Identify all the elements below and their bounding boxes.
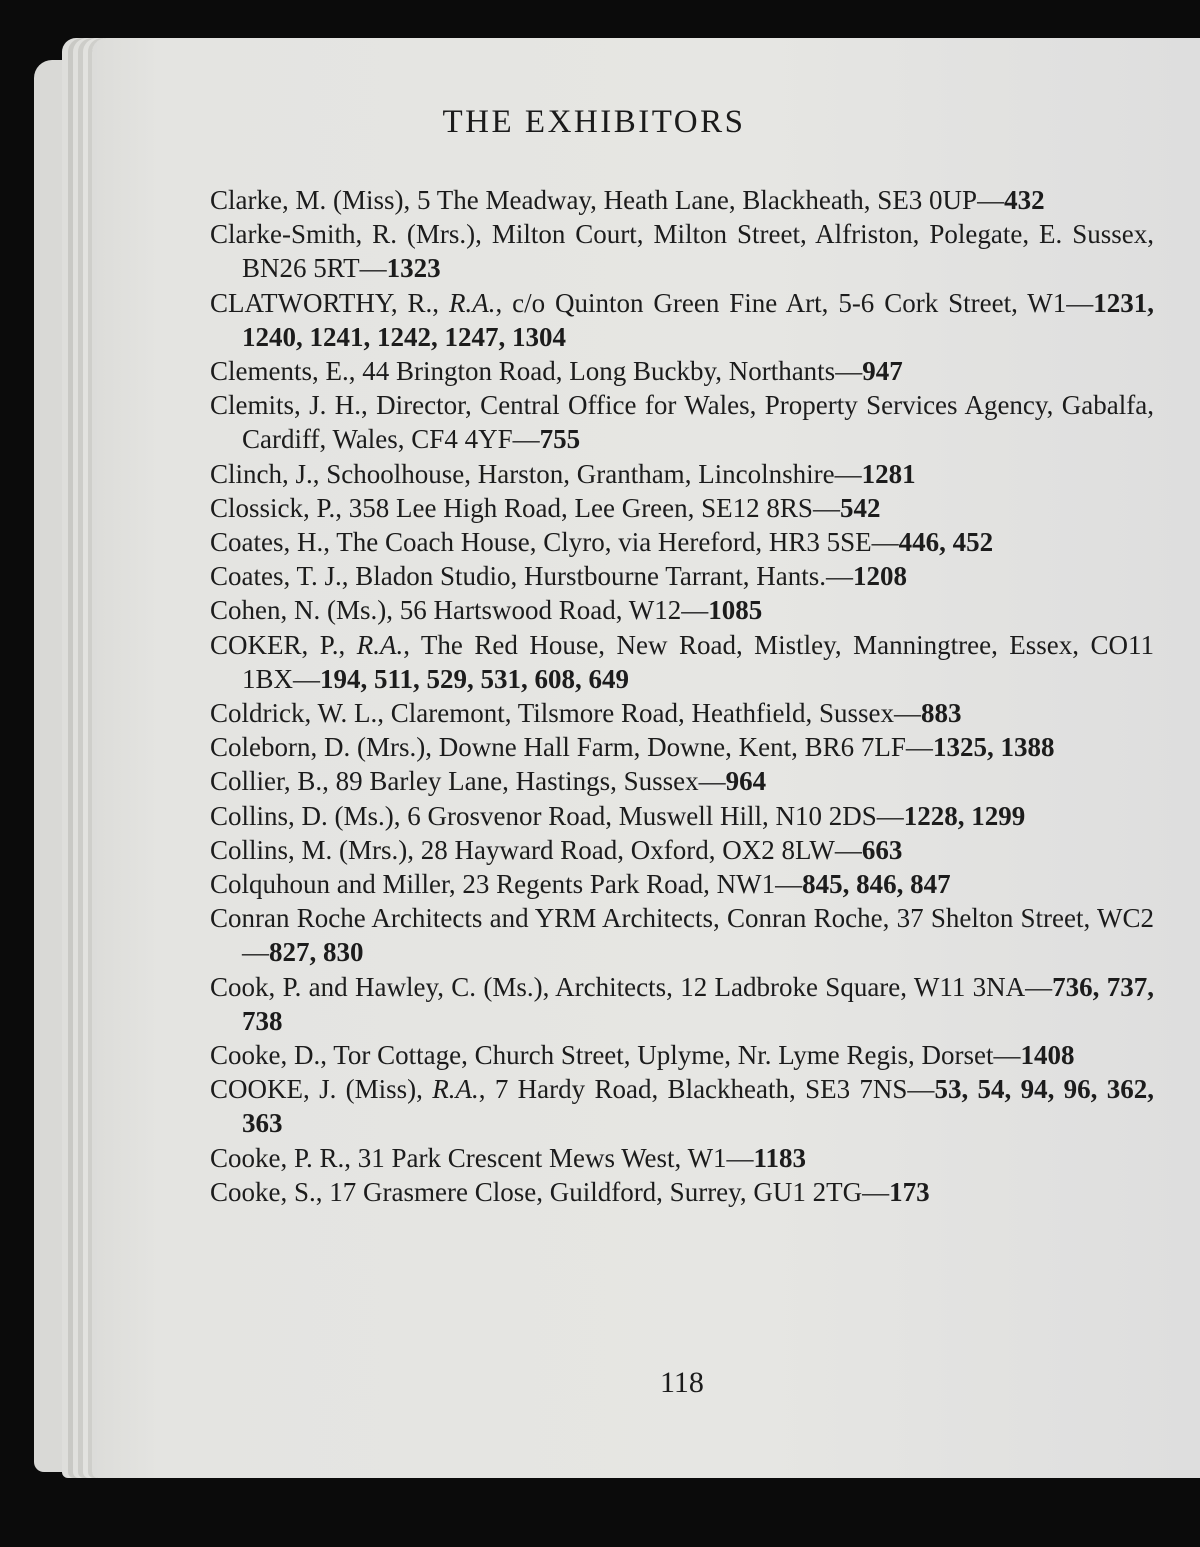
entry-catalogue-numbers: 1085 bbox=[708, 595, 763, 626]
entry-address: Coldrick, W. L., Claremont, Tilsmore Road, Heathfield, Sussex— bbox=[210, 698, 921, 729]
entry-catalogue-numbers: 1323 bbox=[386, 253, 441, 284]
entry-address: , 7 Hardy Road, Blackheath, SE3 7NS— bbox=[478, 1074, 935, 1105]
page-title: THE EXHIBITORS bbox=[442, 104, 746, 140]
exhibitor-entry bbox=[210, 764, 1154, 798]
entry-address: Clossick, P., 358 Lee High Road, Lee Green, SE12 8RS— bbox=[210, 492, 840, 523]
entry-catalogue-numbers: 827, 830 bbox=[269, 937, 364, 968]
entry-catalogue-numbers: 663 bbox=[861, 834, 903, 865]
exhibitor-entry bbox=[210, 867, 1154, 901]
entry-catalogue-numbers: 947 bbox=[862, 356, 903, 387]
exhibitor-entry bbox=[210, 1141, 1154, 1175]
entry-address: Colquhoun and Miller, 23 Regents Park Road, NW1— bbox=[210, 869, 803, 900]
exhibitor-entry bbox=[210, 833, 1154, 867]
entry-address: Cohen, N. (Ms.), 56 Hartswood Road, W12— bbox=[210, 595, 709, 626]
entry-catalogue-numbers: 446, 452 bbox=[898, 527, 994, 558]
entry-address: Clarke-Smith, R. (Mrs.), Milton Court, Milton Street, Alfriston, Polegate, E. Sussex, BN26 5RT— bbox=[210, 219, 1154, 284]
entry-address: , The Red House, New Road, Mistley, Manningtree, Essex, CO11 1BX— bbox=[242, 629, 1154, 694]
entry-catalogue-numbers: 542 bbox=[839, 492, 881, 523]
entry-address: Collins, M. (Mrs.), 28 Hayward Road, Oxford, OX2 8LW— bbox=[210, 834, 862, 865]
exhibitor-entry bbox=[210, 593, 1154, 627]
entry-title-ra: R.A. bbox=[448, 287, 496, 318]
exhibitor-entry bbox=[210, 457, 1154, 491]
entry-catalogue-numbers: 53, 54, 94, 96, 362, 363 bbox=[242, 1074, 1155, 1139]
entry-title-ra: R.A. bbox=[432, 1074, 479, 1105]
entry-address: Cook, P. and Hawley, C. (Ms.), Architects, 12 Ladbroke Square, W11 3NA— bbox=[210, 971, 1053, 1002]
entry-name: CLATWORTHY, R., bbox=[210, 287, 449, 318]
exhibitor-entry bbox=[210, 1175, 1154, 1209]
exhibitor-entry bbox=[210, 183, 1154, 217]
entry-catalogue-numbers: 194, 511, 529, 531, 608, 649 bbox=[320, 663, 630, 694]
exhibitor-entry bbox=[210, 525, 1154, 559]
entry-catalogue-numbers: 1228, 1299 bbox=[903, 800, 1026, 831]
entry-catalogue-numbers: 1208 bbox=[853, 561, 908, 592]
exhibitor-entry bbox=[210, 628, 1154, 696]
entry-name: COKER, P., bbox=[210, 629, 357, 660]
entry-catalogue-numbers: 1408 bbox=[1020, 1040, 1075, 1071]
entry-name: COOKE, J. (Miss), bbox=[210, 1074, 433, 1105]
entry-catalogue-numbers: 1183 bbox=[753, 1142, 807, 1173]
entry-catalogue-numbers: 755 bbox=[539, 424, 581, 455]
entry-title-ra: R.A. bbox=[356, 629, 404, 660]
exhibitor-entry bbox=[210, 730, 1154, 764]
exhibitor-list bbox=[210, 183, 1154, 1209]
exhibitor-entry bbox=[210, 388, 1154, 456]
exhibitor-entry bbox=[210, 354, 1154, 388]
exhibitor-entry bbox=[210, 799, 1154, 833]
exhibitor-entry bbox=[210, 559, 1154, 593]
entry-address: Clinch, J., Schoolhouse, Harston, Grantham, Lincolnshire— bbox=[210, 458, 862, 489]
entry-address: Conran Roche Architects and YRM Architects, Conran Roche, 37 Shelton Street, WC2— bbox=[210, 903, 1154, 968]
entry-catalogue-numbers: 173 bbox=[889, 1176, 930, 1207]
entry-address: Collins, D. (Ms.), 6 Grosvenor Road, Muswell Hill, N10 2DS— bbox=[210, 800, 904, 831]
entry-address: Collier, B., 89 Barley Lane, Hastings, Sussex— bbox=[210, 766, 726, 797]
entry-address: Coates, T. J., Bladon Studio, Hurstbourne Tarrant, Hants.— bbox=[210, 561, 854, 592]
entry-catalogue-numbers: 432 bbox=[1004, 185, 1045, 215]
entry-address: Clements, E., 44 Brington Road, Long Buckby, Northants— bbox=[210, 356, 863, 387]
entry-address: , c/o Quinton Green Fine Art, 5-6 Cork Street, W1— bbox=[495, 287, 1094, 318]
entry-catalogue-numbers: 1281 bbox=[861, 458, 916, 489]
entry-address: Clarke, M. (Miss), 5 The Meadway, Heath Lane, Blackheath, SE3 0UP— bbox=[210, 185, 1005, 215]
exhibitor-entry bbox=[210, 286, 1154, 354]
entry-catalogue-numbers: 883 bbox=[920, 698, 962, 729]
entry-catalogue-numbers: 1231, 1240, 1241, 1242, 1247, 1304 bbox=[242, 287, 1154, 352]
exhibitor-entry bbox=[210, 696, 1154, 730]
exhibitor-entry bbox=[210, 1038, 1154, 1072]
entry-address: Coates, H., The Coach House, Clyro, via Hereford, HR3 5SE— bbox=[210, 527, 899, 558]
page-number: 118 bbox=[660, 1366, 704, 1399]
entry-catalogue-numbers: 845, 846, 847 bbox=[802, 869, 951, 900]
entry-catalogue-numbers: 964 bbox=[725, 766, 767, 797]
entry-address: Cooke, D., Tor Cottage, Church Street, Uplyme, Nr. Lyme Regis, Dorset— bbox=[210, 1040, 1021, 1071]
exhibitor-entry bbox=[210, 901, 1154, 969]
entry-address: Coleborn, D. (Mrs.), Downe Hall Farm, Downe, Kent, BR6 7LF— bbox=[210, 732, 933, 763]
entry-address: Clemits, J. H., Director, Central Office for Wales, Property Services Agency, Gabalfa, Cardiff, Wales, CF4 4YF— bbox=[210, 390, 1154, 455]
entry-catalogue-numbers: 1325, 1388 bbox=[932, 732, 1055, 763]
exhibitor-entry bbox=[210, 491, 1154, 525]
exhibitor-entry bbox=[210, 970, 1154, 1038]
exhibitor-entry bbox=[210, 1072, 1154, 1140]
entry-catalogue-numbers: 736, 737, 738 bbox=[242, 971, 1154, 1036]
entry-address: Cooke, S., 17 Grasmere Close, Guildford, Surrey, GU1 2TG— bbox=[210, 1176, 890, 1207]
entry-address: Cooke, P. R., 31 Park Crescent Mews West, W1— bbox=[210, 1142, 754, 1173]
exhibitor-entry bbox=[210, 217, 1154, 285]
